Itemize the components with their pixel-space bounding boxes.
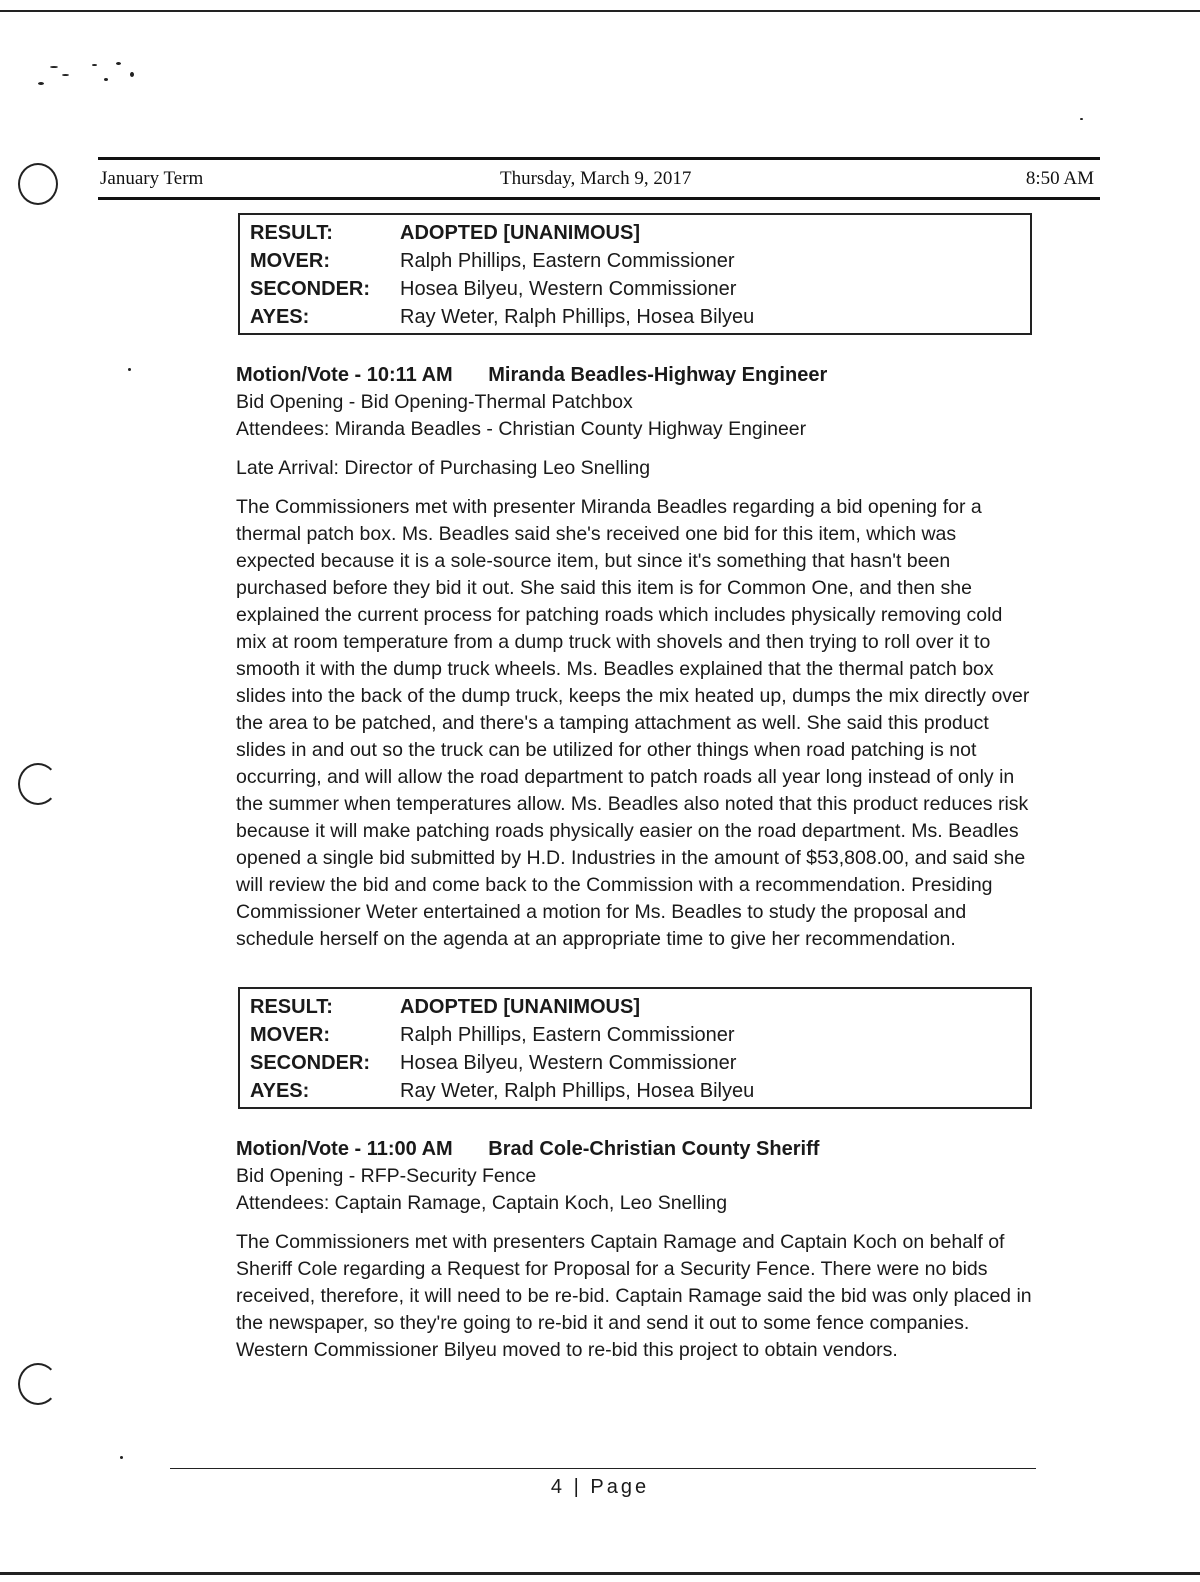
scan-speck (130, 72, 134, 77)
footer-rule (170, 1468, 1036, 1469)
vote-result: ADOPTED [UNANIMOUS] (400, 995, 640, 1018)
agenda-item (236, 1136, 1036, 1364)
scan-speck (50, 66, 58, 68)
motion-heading (236, 1136, 1036, 1163)
punch-hole (18, 1363, 58, 1405)
header-term: January Term (100, 168, 204, 189)
punch-hole (18, 763, 58, 805)
scan-speck (62, 74, 69, 76)
vote-label: MOVER: (250, 1023, 330, 1046)
vote-row-seconder (240, 275, 1030, 303)
vote-mover: Ralph Phillips, Eastern Commissioner (400, 249, 735, 272)
vote-label: RESULT: (250, 995, 333, 1018)
motion-time: Motion/Vote - 10:11 AM (236, 364, 453, 386)
scan-speck (92, 64, 97, 66)
scan-speck (116, 62, 121, 65)
vote-row-seconder (240, 1049, 1030, 1077)
motion-presenter: Miranda Beadles-Highway Engineer (488, 364, 828, 386)
header-rule-bottom (98, 197, 1100, 200)
vote-row-mover (240, 247, 1030, 275)
scan-speck (104, 78, 108, 81)
header-date: Thursday, March 9, 2017 (500, 168, 692, 189)
scan-speck (128, 368, 131, 371)
vote-row-mover (240, 1021, 1030, 1049)
vote-row-ayes (240, 303, 1030, 331)
vote-label: AYES: (250, 305, 310, 328)
vote-result: ADOPTED [UNANIMOUS] (400, 221, 640, 244)
bid-opening-line: Bid Opening - RFP-Security Fence (236, 1165, 537, 1187)
vote-label: RESULT: (250, 221, 333, 244)
attendees-line: Attendees: Miranda Beadles - Christian County Highway Engineer (236, 418, 807, 440)
punch-hole (18, 163, 58, 205)
header-time: 8:50 AM (1025, 168, 1094, 189)
scan-speck (1080, 118, 1083, 120)
minutes-paragraph: The Commissioners met with presenter Miranda Beadles regarding a bid opening for a thermal patch box. Ms. Beadles said she's received one bid for this item, which was expected because it is a sole-source item, but since it's something that hasn't been purchased before they bid it out. She said this item is for Common One, and then she explained the current process for patching roads which includes physically removing cold mix at room temperature from a dump truck with shovels and then trying to roll over it to smooth it with the dump truck wheels. Ms. Beadles explained that the thermal patch box slides into the back of the dump truck, keeps the mix heated up, dumps the mix directly over the area to be patched, and there's a tamping attachment as well. She said this product slides in and out so the truck can be utilized for other things when road patching is not occurring, and will allow the road department to patch roads all year long instead of only in the summer when temperatures allow. Ms. Beadles also noted that this product reduces risk because it will make patching roads physically easier on the road department. Ms. Beadles opened a single bid submitted by H.D. Industries in the amount of $53,808.00, and said she will review the bid and come back to the Commission with a recommendation. Presiding Commissioner Weter entertained a motion for Ms. Beadles to study the proposal and schedule herself on the agenda at an appropriate time to give her recommendation. (236, 496, 1030, 950)
page-number: 4 | Page (550, 1476, 650, 1498)
motion-presenter: Brad Cole-Christian County Sheriff (488, 1138, 820, 1160)
vote-row-ayes (240, 1077, 1030, 1105)
vote-seconder: Hosea Bilyeu, Western Commissioner (400, 1051, 737, 1074)
bid-opening-line: Bid Opening - Bid Opening-Thermal Patchbox (236, 391, 633, 413)
vote-result-box (238, 213, 1032, 335)
scan-speck (120, 1456, 123, 1459)
vote-label: SECONDER: (250, 277, 371, 300)
vote-row-result (240, 219, 1030, 247)
late-arrival-line: Late Arrival: Director of Purchasing Leo Snelling (236, 457, 651, 479)
attendees-line: Attendees: Captain Ramage, Captain Koch, Leo Snelling (236, 1192, 728, 1214)
header-rule-top (98, 157, 1100, 160)
vote-label: SECONDER: (250, 1051, 371, 1074)
minutes-paragraph: The Commissioners met with presenters Captain Ramage and Captain Koch on behalf of Sheriff Cole regarding a Request for Proposal for a Security Fence. There were no bids received, therefore, it will need to be re-bid. Captain Ramage said the bid was only placed in the newspaper, so they're going to re-bid it and send it out to some fence companies. Western Commissioner Bilyeu moved to re-bid this project to obtain vendors. (236, 1231, 1032, 1361)
vote-row-result (240, 993, 1030, 1021)
vote-mover: Ralph Phillips, Eastern Commissioner (400, 1023, 735, 1046)
vote-label: AYES: (250, 1079, 310, 1102)
motion-time: Motion/Vote - 11:00 AM (236, 1138, 453, 1160)
vote-ayes: Ray Weter, Ralph Phillips, Hosea Bilyeu (400, 305, 755, 328)
vote-result-box (238, 987, 1032, 1109)
agenda-item (236, 362, 1036, 953)
scan-edge-bottom (0, 1572, 1200, 1575)
vote-label: MOVER: (250, 249, 330, 272)
vote-seconder: Hosea Bilyeu, Western Commissioner (400, 277, 737, 300)
scan-edge-top (0, 10, 1200, 12)
vote-ayes: Ray Weter, Ralph Phillips, Hosea Bilyeu (400, 1079, 755, 1102)
scan-speck (38, 82, 44, 85)
motion-heading (236, 362, 1036, 389)
